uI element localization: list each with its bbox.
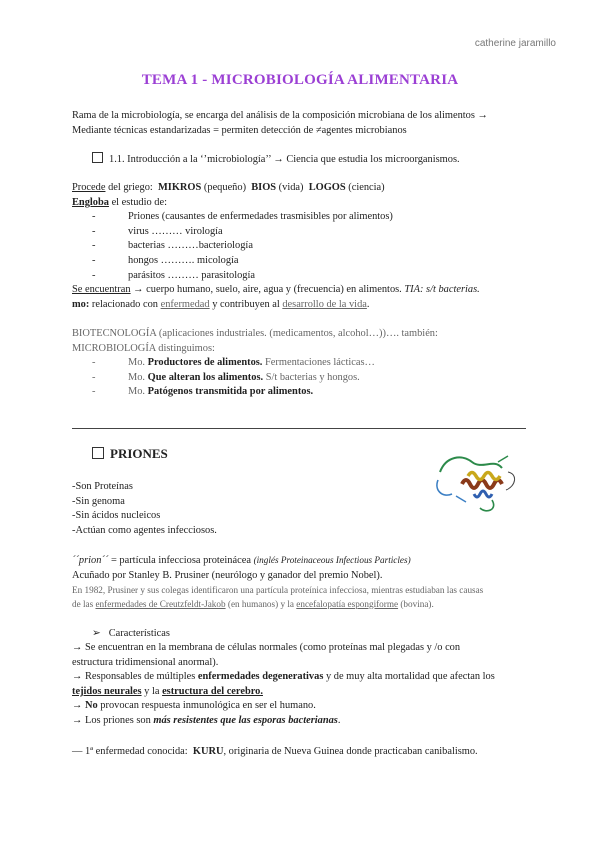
priones-properties (72, 480, 217, 538)
found-line: Se encuentran → cuerpo humano, suelo, aire, agua y (frecuencia) en alimentos. TIA: s/t bacterias. (72, 284, 480, 296)
author-name: catherine jaramillo (474, 38, 556, 49)
list-item: - hongos ………. micología (92, 254, 239, 266)
priones-heading: PRIONES (92, 445, 168, 463)
list-item: -Sin ácidos nucleicos (72, 510, 161, 522)
list-item: - Mo. Que alteran los alimentos. S/t bacterias y hongos. (92, 371, 360, 383)
link-desarrollo[interactable]: desarrollo de la vida (282, 298, 367, 310)
mo-line: mo: relacionado con enfermedad y contribuyen al desarrollo de la vida. (72, 298, 370, 310)
characteristics-heading: ➢ Características (92, 628, 170, 639)
page-title: TEMA 1 - MICROBIOLOGÍA ALIMENTARIA (141, 72, 459, 88)
list-item: - virus ……… virología (92, 225, 223, 237)
arrowhead-bullet-icon: ➢ (92, 628, 101, 639)
prion-protein-structure-icon (432, 450, 524, 516)
section-1-1 (92, 152, 460, 168)
first-disease-line: — 1ª enfermedad conocida: KURU, originaria de Nueva Guinea donde practicaban canibalismo. (72, 746, 478, 757)
list-item: - Mo. Productores de alimentos. Fermentaciones lácticas… (92, 357, 375, 369)
prion-definition: ´´prion´´ = partícula infecciosa proteinácea (inglés Proteinaceous Infectious Particles) Acuñado por Stanley B. Prusiner (neurólogo y ganador del premio Nobel). (72, 555, 411, 581)
link-creutzfeldt-jakob[interactable]: enfermedades de Creutzfeldt-Jakob (95, 598, 226, 609)
etymology-line: Procede del griego: MIKROS (pequeño) BIOS (vida) LOGOS (ciencia) (72, 182, 385, 193)
section-divider (72, 428, 526, 429)
list-item: - parásitos ……… parasitología (92, 269, 255, 281)
prion-history: En 1982, Prusiner y sus colegas identificaron una partícula proteínica infecciosa, mientras estudiaban las causas de las enfermedades de Creutzfeldt-Jakob (en humanos) y la encefalopatía espongiforme (bovina). (72, 585, 484, 609)
biotech-block: BIOTECNOLOGÍA (aplicaciones industriales. (medicamentos, alcohol…))…. también: MICROBIOLOGÍA distinguimos: - Mo. Productores de alimentos. Fermentaciones lácticas… - Mo. Que alteran los alimentos. S/t bacterias y hongos. - Mo. Patógenos transmitida por alimentos. (72, 327, 438, 400)
engloba-line: Engloba el estudio de: (72, 196, 167, 208)
link-encefalopatia[interactable]: encefalopatía espongiforme (296, 598, 399, 609)
list-item: -Actúan como agentes infecciosos. (72, 524, 217, 536)
section-1-1-heading: 1.1. Introducción a la ‘’microbiología’’ → Ciencia que estudia los microorganismos. (109, 154, 460, 165)
empty-checkbox-icon (92, 447, 104, 459)
link-enfermedad[interactable]: enfermedad (160, 298, 210, 310)
list-item: - bacterias ………bacteriología (92, 240, 253, 252)
characteristics-list: → Se encuentran en la membrana de células normales (como proteínas mal plegadas y /o con estructura tridimensional anormal). → Responsables de múltiples enfermedades degenerativas y de muy alta mortalidad que afectan los tejidos neurales y la estructura del cerebro. → No provocan respuesta inmunológica en ser el humano. → Los priones son más resistentes que las esporas bacterianas. (72, 642, 495, 726)
list-item: -Son Proteínas (72, 481, 133, 492)
list-item: - Mo. Patógenos transmitida por alimentos. (92, 386, 314, 398)
list-item: -Sin genoma (72, 495, 125, 507)
list-item: - Priones (causantes de enfermedades trasmisibles por alimentos) (92, 211, 393, 223)
empty-checkbox-icon (92, 152, 103, 163)
intro-paragraph: Rama de la microbiología, se encarga del análisis de la composición microbiana de los alimentos → Mediante técnicas estandarizadas = permiten detección de ≠agentes microbianos (72, 110, 488, 136)
etymology-block (72, 181, 480, 312)
